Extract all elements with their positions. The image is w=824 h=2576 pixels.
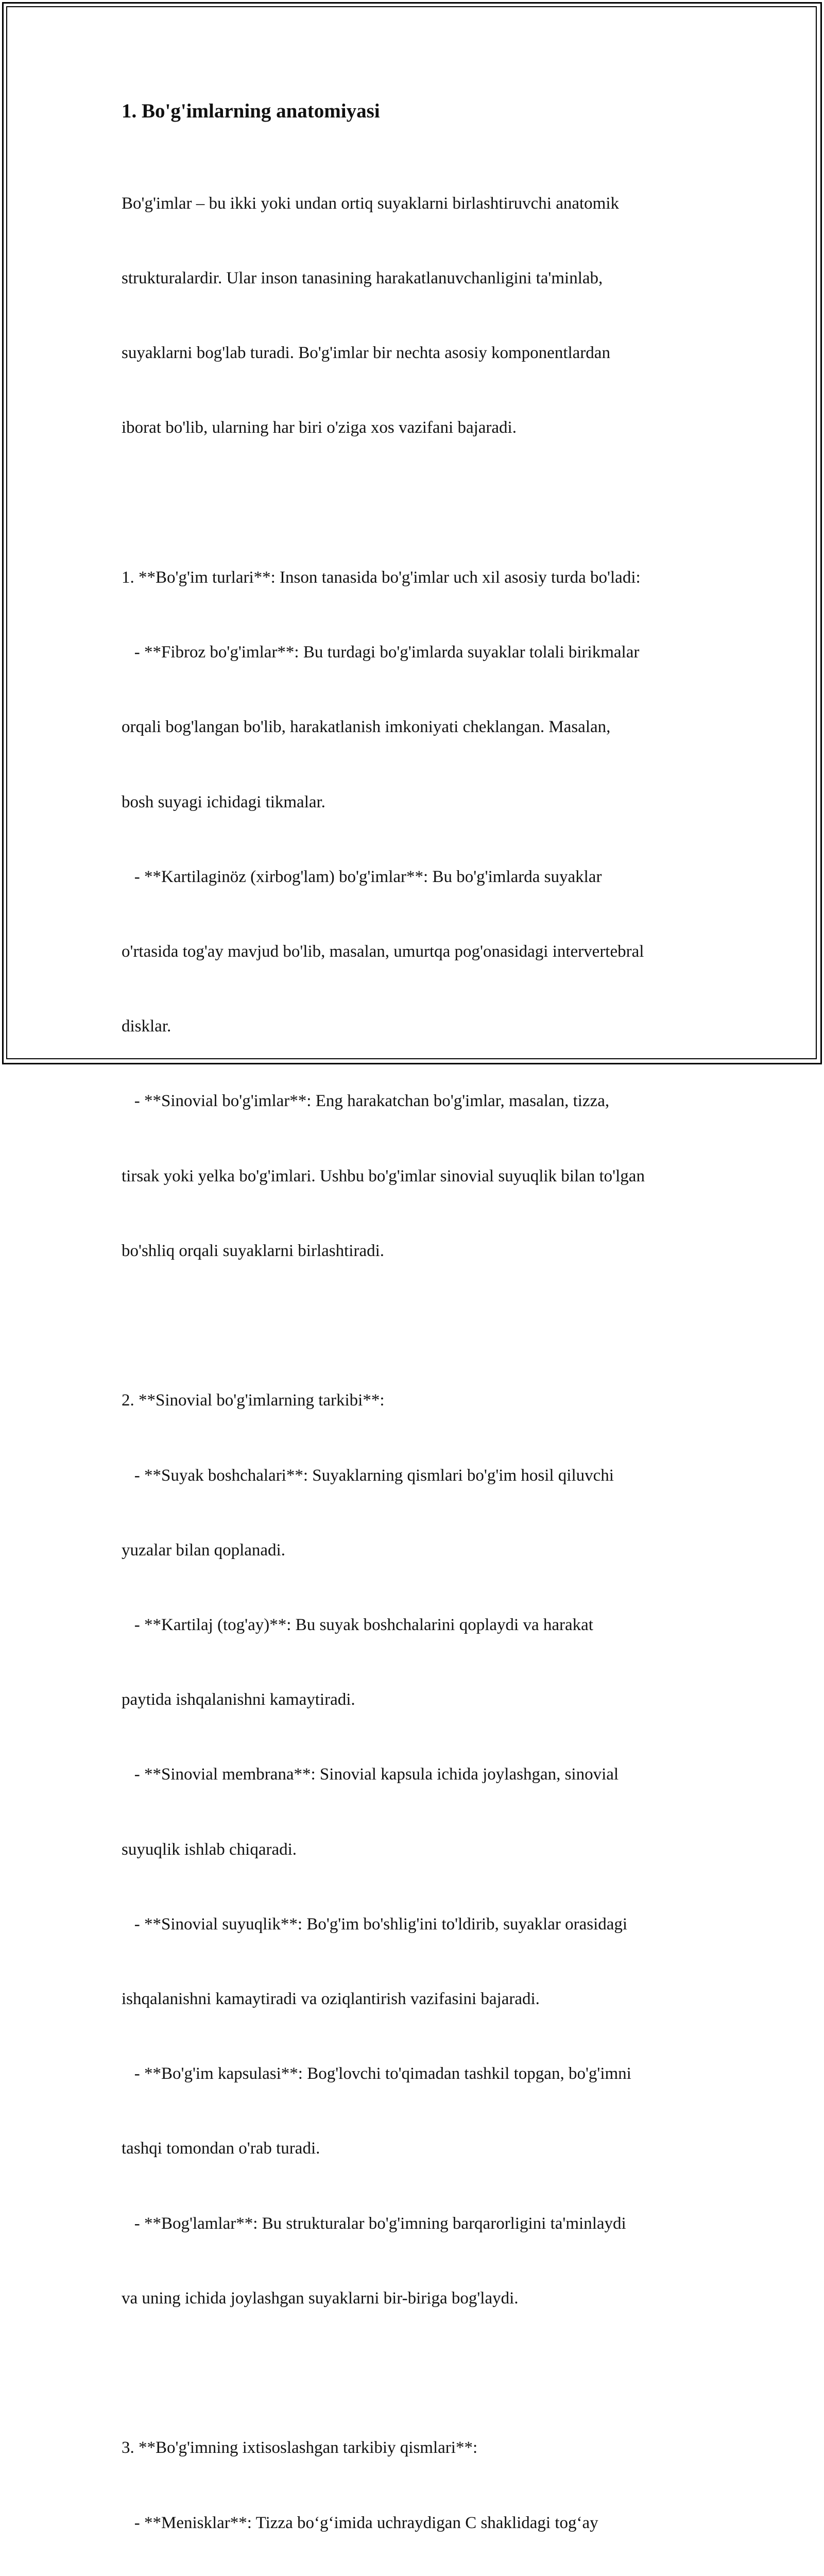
list-line: - **Sinovial bo'g'imlar**: Eng harakatchan bo'g'imlar, masalan, tizza, [122,1092,610,1111]
list-line: 2. **Sinovial bo'g'imlarning tarkibi**: [122,1391,385,1410]
list-line: ishqalanishni kamaytiradi va oziqlantirish vazifasini bajaradi. [122,1990,540,2009]
list-line: - **Bog'lamlar**: Bu strukturalar bo'g'imning barqarorligini ta'minlaydi [122,2214,626,2233]
list-line: - **Bo'g'im kapsulasi**: Bog'lovchi to'qimadan tashkil topgan, bo'g'imni [122,2064,631,2083]
list-line: bosh suyagi ichidagi tikmalar. [122,792,325,811]
intro-paragraph [122,141,719,490]
list-line: - **Kartilaj (tog'ay)**: Bu suyak boshchalarini qoplaydi va harakat [122,1615,593,1634]
list-line: - **Fibroz bo'g'imlar**: Bu turdagi bo'g'imlarda suyaklar tolali birikmalar [122,643,640,662]
list-line: - **Suyak boshchalari**: Suyaklarning qismlari bo'g'im hosil qiluvchi [122,1466,614,1485]
list-line: orqali bog'langan bo'lib, harakatlanish imkoniyati cheklangan. Masalan, [122,718,611,737]
joint-types-list [122,515,719,1313]
list-line: - **Kartilaginöz (xirbog'lam) bo'g'imlar**: Bu bo'g'imlarda suyaklar [122,867,602,886]
list-line: disklar. [122,1017,171,1036]
document-body [122,96,719,2576]
list-line: suyuqlik ishlab chiqaradi. [122,1840,297,1859]
list-line: - **Sinovial suyuqlik**: Bo'g'im bo'shlig'ini to'ldirib, suyaklar orasidagi [122,1914,628,1934]
list-line: yuzalar bilan qoplanadi. [122,1540,285,1560]
intro-line: Bo'g'imlar – bu ikki yoki undan ortiq suyaklarni birlashtiruvchi anatomik [122,194,619,213]
list-line: o'rtasida tog'ay mavjud bo'lib, masalan, umurtqa pog'onasidagi intervertebral [122,942,644,961]
specialized-parts-list [122,2386,719,2576]
list-line: tirsak yoki yelka bo'g'imlari. Ushbu bo'g'imlar sinovial suyuqlik bilan to'lgan [122,1166,645,1185]
list-line: 1. **Bo'g'im turlari**: Inson tanasida bo'g'imlar uch xil asosiy turda bo'ladi: [122,568,641,587]
list-line: va uning ichida joylashgan suyaklarni bir-biriga bog'laydi. [122,2289,519,2308]
intro-line: iborat bo'lib, ularning har biri o'ziga xos vazifani bajaradi. [122,418,517,437]
synovial-composition-list [122,1338,719,2361]
list-line: tashqi tomondan o'rab turadi. [122,2139,320,2158]
list-line: - **Sinovial membrana**: Sinovial kapsula ichida joylashgan, sinovial [122,1765,619,1784]
list-line: - **Menisklar**: Tizza bo‘g‘imida uchraydigan C shaklidagi tog‘ay [122,2513,598,2532]
list-line: bo'shliq orqali suyaklarni birlashtiradi. [122,1241,385,1260]
intro-line: suyaklarni bog'lab turadi. Bo'g'imlar bir nechta asosiy komponentlardan [122,344,610,363]
list-line: 3. **Bo'g'imning ixtisoslashgan tarkibiy qismlari**: [122,2438,478,2458]
section-heading: 1. Bo'g'imlarning anatomiyasi [122,100,380,122]
list-line: paytida ishqalanishni kamaytiradi. [122,1690,355,1709]
intro-line: strukturalardir. Ular inson tanasining harakatlanuvchanligini ta'minlab, [122,269,603,288]
